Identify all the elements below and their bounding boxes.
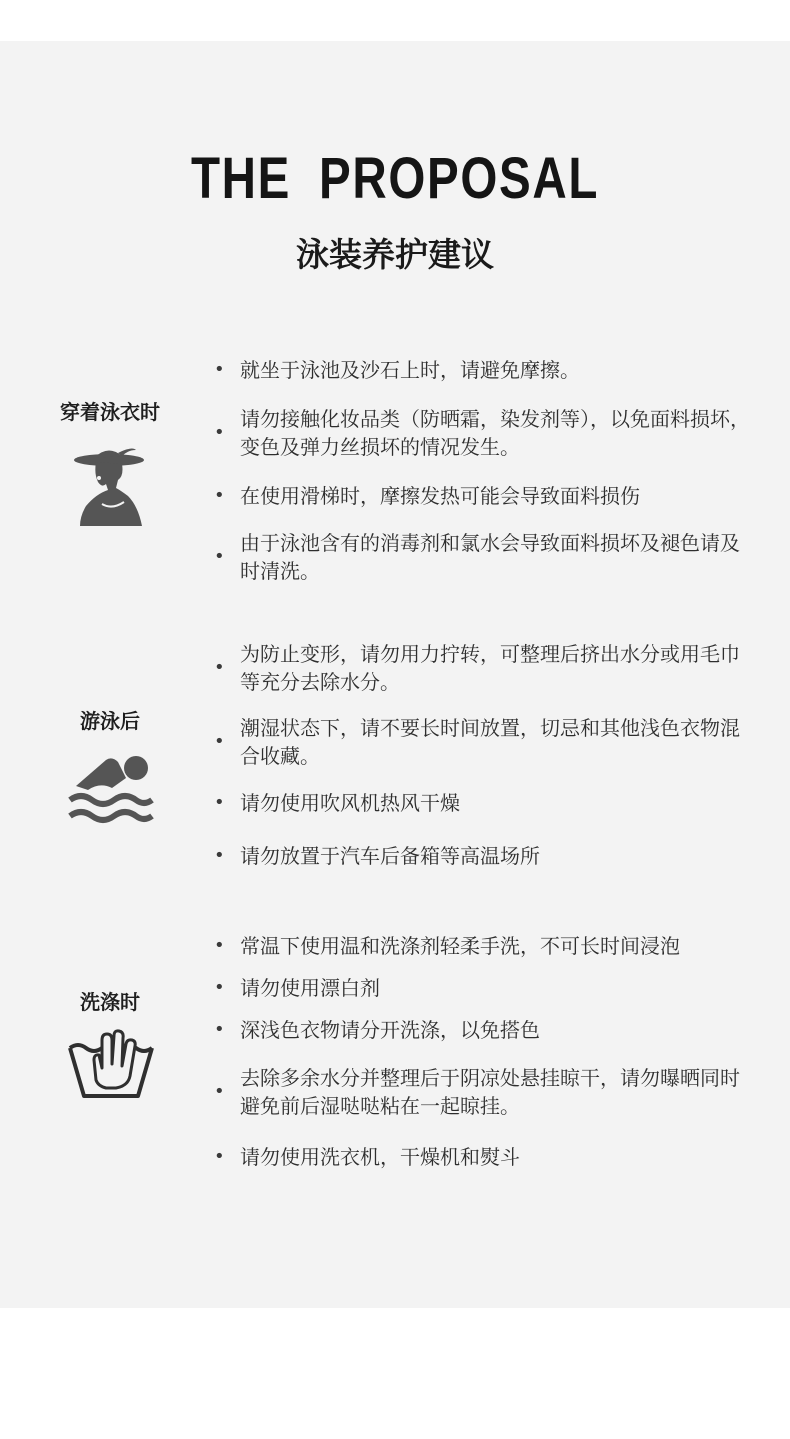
list-item-text: 在使用滑梯时，摩擦发热可能会导致面料损伤 xyxy=(240,484,640,508)
bullet: • xyxy=(214,792,225,813)
list-item-text: 为防止变形，请勿用力拧转，可整理后挤出水分或用毛巾等充分去除水分。 xyxy=(240,642,740,694)
bullet: • xyxy=(214,657,225,678)
list-item xyxy=(214,789,754,817)
section-label-wearing: 穿着泳衣时 xyxy=(60,400,160,424)
bullet: • xyxy=(214,977,225,998)
list-item xyxy=(214,1016,754,1044)
list-item-text: 深浅色衣物请分开洗涤，以免搭色 xyxy=(240,1018,540,1042)
list-item xyxy=(214,974,754,1002)
bullet: • xyxy=(214,1019,225,1040)
list-item xyxy=(214,842,754,870)
list-item-text: 潮湿状态下，请不要长时间放置，切忌和其他浅色衣物混合收藏。 xyxy=(240,716,740,768)
list-item-text: 由于泳池含有的消毒剂和氯水会导致面料损坏及褪色请及时清洗。 xyxy=(240,531,740,583)
bullet: • xyxy=(214,731,225,752)
list-item-text: 就坐于泳池及沙石上时，请避免摩擦。 xyxy=(240,358,580,382)
page-title: THE PROPOSAL xyxy=(190,146,600,211)
bullet: • xyxy=(214,845,225,866)
list-item-text: 请勿使用漂白剂 xyxy=(240,976,380,1000)
list-item-text: 去除多余水分并整理后于阴凉处悬挂晾干，请勿曝晒同时避免前后湿哒哒粘在一起晾挂。 xyxy=(240,1066,740,1118)
list-item xyxy=(214,932,754,960)
bullet: • xyxy=(214,1146,225,1167)
bullet: • xyxy=(214,1081,225,1102)
list-item xyxy=(214,714,754,770)
list-item xyxy=(214,1064,754,1120)
bullet: • xyxy=(214,546,225,567)
list-item xyxy=(214,482,754,510)
section-label-washing: 洗涤时 xyxy=(80,990,140,1014)
list-item xyxy=(214,405,754,461)
page-subtitle: 泳装养护建议 xyxy=(296,235,494,274)
woman-with-hat-icon xyxy=(72,444,146,526)
list-item-text: 常温下使用温和洗涤剂轻柔手洗，不可长时间浸泡 xyxy=(240,934,680,958)
swimmer-icon xyxy=(66,752,154,826)
bullet: • xyxy=(214,359,225,380)
list-item-text: 请勿使用吹风机热风干燥 xyxy=(240,791,460,815)
list-item-text: 请勿放置于汽车后备箱等高温场所 xyxy=(240,844,540,868)
footer-space xyxy=(0,1308,790,1439)
list-item xyxy=(214,640,754,696)
section-label-after-swim: 游泳后 xyxy=(80,709,140,733)
list-item xyxy=(214,356,754,384)
bullet: • xyxy=(214,485,225,506)
list-item-text: 请勿接触化妆品类（防晒霜，染发剂等），以免面料损坏，变色及弹力丝损坏的情况发生。 xyxy=(240,407,750,459)
bullet: • xyxy=(214,422,225,443)
list-item xyxy=(214,1143,754,1171)
list-item xyxy=(214,529,754,585)
hand-wash-icon xyxy=(66,1026,156,1100)
list-item-text: 请勿使用洗衣机，干燥机和熨斗 xyxy=(240,1145,520,1169)
bullet: • xyxy=(214,935,225,956)
